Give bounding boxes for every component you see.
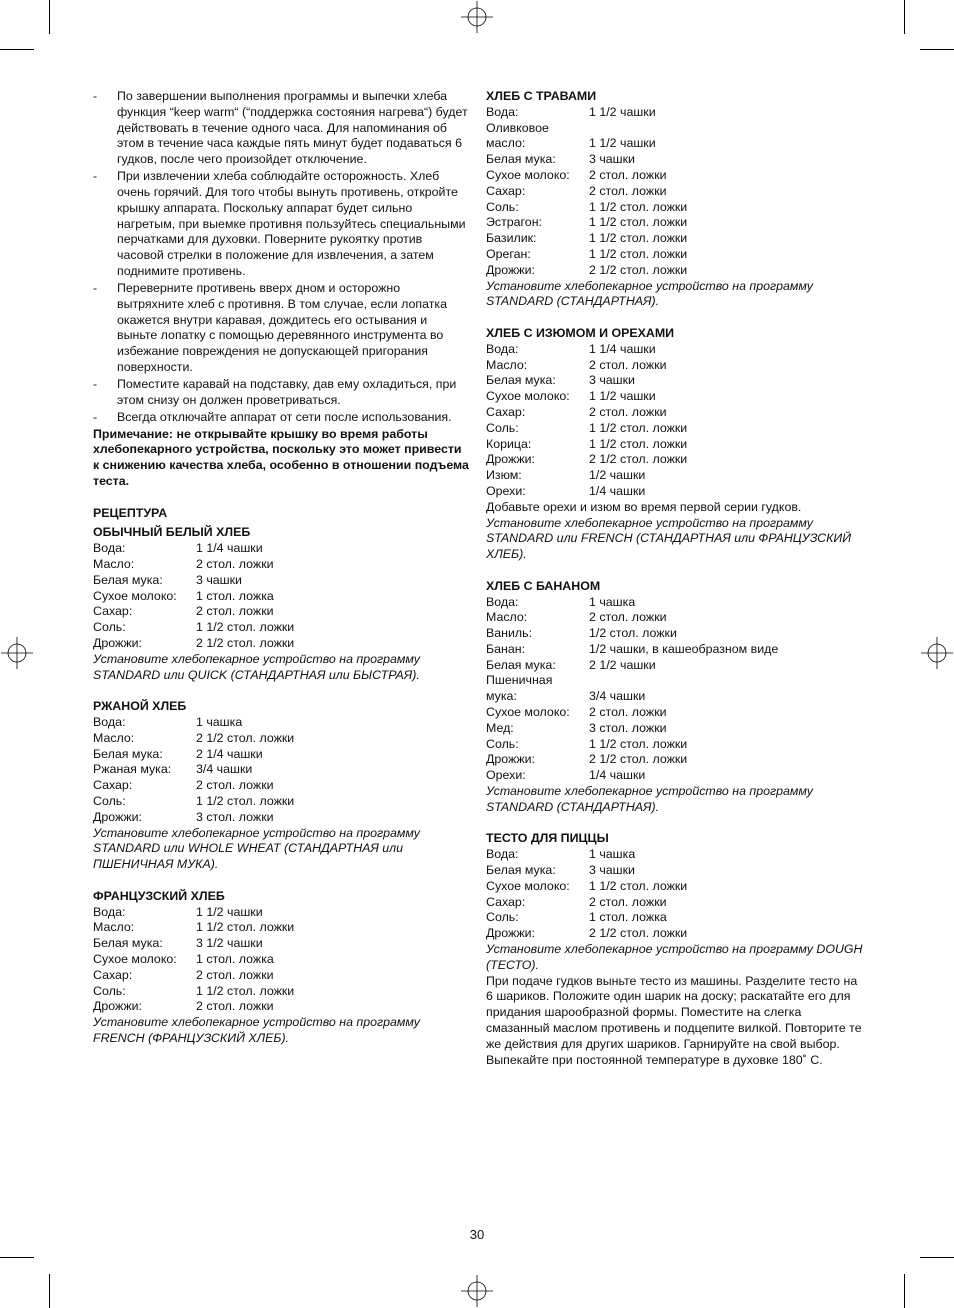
page-number: 30: [469, 1227, 485, 1242]
ingredient-row: [486, 200, 866, 216]
ingredient-amount: 2 1/2 стол. ложки: [589, 926, 688, 941]
ingredient-row: [93, 731, 469, 747]
ingredient-row: [93, 762, 469, 778]
list-item: - По завершении выполнения программы и выпечки хлеба функция “keep warm“ (“поддержка состояния нагрева“) будет действовать в течение одного часа. Для напоминания об этом в течение часа каждые пять минут будет подаваться 6 гудков, после чего произойдет отключение.: [93, 89, 469, 168]
ingredient-name: Сухое молоко:: [486, 705, 570, 720]
ingredient-amount: 2 стол. ложки: [589, 183, 667, 198]
ingredient-row: [93, 984, 469, 1000]
ingredient-row: [93, 573, 469, 589]
ingredient-row: [486, 626, 866, 642]
ingredient-row: [93, 794, 469, 810]
recipe-extra: Добавьте орехи и изюм во время первой серии гудков.: [486, 499, 802, 514]
ingredient-amount: 1 1/4 чашки: [589, 341, 656, 356]
ingredient-amount: 2 1/2 чашки: [589, 657, 656, 672]
left-column: [93, 89, 469, 1047]
ingredient-name: Сухое молоко:: [486, 389, 570, 404]
ingredient-name: Изюм:: [486, 468, 522, 483]
registration-mark-icon: [921, 637, 953, 669]
ingredient-amount: 1 чашка: [589, 594, 636, 609]
ingredient-name: Сахар:: [93, 604, 133, 619]
ingredient-row: [486, 358, 866, 374]
ingredient-name: Пшеничная: [486, 673, 553, 688]
ingredient-name: Дрожжи:: [486, 262, 535, 277]
crop-mark: [904, 1274, 905, 1308]
ingredient-row: [486, 136, 866, 152]
ingredient-row: [486, 405, 866, 421]
ingredient-name: Дрожжи:: [93, 636, 142, 651]
crop-mark: [49, 1274, 50, 1308]
ingredient-name: Орехи:: [486, 483, 526, 498]
recipe-title: ОБЫЧНЫЙ БЕЛЫЙ ХЛЕБ: [93, 525, 251, 540]
list-item: - Переверните противень вверх дном и осторожно вытряхните хлеб с противня. В том случае, если лопатка окажется внутри каравая, дождитесь его остывания и выньте лопатку с помощью деревянного инструмента во избежание повреждения не допускающей пригорания поверхности.: [93, 281, 469, 376]
ingredient-name: Соль:: [93, 620, 126, 635]
ingredient-amount: 2 1/4 чашки: [196, 746, 263, 761]
ingredient-name: Дрожжи:: [93, 999, 142, 1014]
ingredient-row: [486, 215, 866, 231]
ingredient-row: [93, 810, 469, 826]
ingredient-row: [93, 905, 469, 921]
ingredient-name: Масло:: [486, 610, 528, 625]
ingredient-amount: 2 стол. ложки: [196, 604, 274, 619]
ingredient-name: Масло:: [93, 920, 135, 935]
ingredient-amount: [589, 121, 866, 137]
crop-mark: [920, 1257, 954, 1258]
ingredient-amount: 1 1/2 стол. ложки: [589, 246, 688, 261]
instructions-list: [93, 89, 469, 425]
ingredient-name: Дрожжи:: [486, 452, 535, 467]
ingredient-amount: 1 1/2 стол. ложки: [589, 231, 688, 246]
ingredient-name: Соль:: [486, 736, 519, 751]
ingredient-name: Соль:: [486, 420, 519, 435]
ingredient-amount: 1/2 стол. ложки: [589, 626, 677, 641]
recipe-title: ХЛЕБ С ИЗЮМОМ И ОРЕХАМИ: [486, 325, 675, 340]
ingredient-row: [486, 737, 866, 753]
ingredient-row: [93, 604, 469, 620]
recipe-title: ХЛЕБ С БАНАНОМ: [486, 578, 601, 593]
ingredient-amount: 1 1/2 стол. ложки: [196, 620, 295, 635]
recipe: [486, 579, 866, 816]
ingredient-row: [486, 610, 866, 626]
ingredient-row: [486, 389, 866, 405]
ingredient-row: [93, 541, 469, 557]
right-column: [486, 89, 866, 1068]
ingredient-row: [486, 689, 866, 705]
recipe-instruction: Установите хлебопекарное устройство на программу FRENCH (ФРАНЦУЗСКИЙ ХЛЕБ).: [93, 1015, 420, 1045]
ingredient-row: [486, 658, 866, 674]
ingredient-row: [93, 715, 469, 731]
ingredient-amount: 2 1/2 стол. ложки: [589, 752, 688, 767]
ingredient-name: Оливковое: [486, 120, 549, 135]
ingredient-row: [486, 342, 866, 358]
ingredient-name: Белая мука:: [93, 746, 163, 761]
ingredient-row: [93, 999, 469, 1015]
ingredient-amount: 2 стол. ложки: [196, 967, 274, 982]
ingredient-amount: 3/4 чашки: [196, 762, 253, 777]
ingredient-name: Белая мука:: [93, 936, 163, 951]
ingredient-row: [486, 484, 866, 500]
ingredient-amount: 2 стол. ложки: [589, 167, 667, 182]
recipe-instruction: Установите хлебопекарное устройство на программу STANDARD или QUICK (СТАНДАРТНАЯ или БЫСТРАЯ).: [93, 651, 420, 682]
ingredient-name: Ржаная мука:: [93, 762, 172, 777]
ingredient-name: Белая мука:: [486, 863, 556, 878]
ingredient-row: [486, 468, 866, 484]
ingredient-amount: 1 1/4 чашки: [196, 541, 263, 556]
list-item: - Поместите каравай на подставку, дав ему охладиться, при этом снизу он должен проветриваться.: [93, 377, 469, 409]
ingredient-amount: [589, 673, 866, 689]
ingredient-row: [93, 952, 469, 968]
ingredient-row: [486, 437, 866, 453]
ingredient-amount: 3 чашки: [589, 373, 635, 388]
recipe-title: ТЕСТО ДЛЯ ПИЦЦЫ: [486, 831, 609, 846]
ingredient-row: [486, 926, 866, 942]
registration-mark-icon: [1, 637, 33, 669]
recipe-list: [93, 525, 469, 1046]
ingredient-amount: 2 стол. ложки: [196, 778, 274, 793]
ingredient-name: Масло:: [93, 730, 135, 745]
ingredient-amount: 1 1/2 стол. ложки: [589, 736, 688, 751]
ingredient-row: [486, 847, 866, 863]
ingredient-row: [486, 247, 866, 263]
ingredient-amount: 1 чашка: [196, 715, 243, 730]
ingredient-row: [486, 895, 866, 911]
ingredient-name: Соль:: [93, 983, 126, 998]
ingredient-row: [486, 184, 866, 200]
ingredient-name: Сахар:: [486, 183, 526, 198]
ingredient-name: Сухое молоко:: [486, 878, 570, 893]
ingredient-name: Сухое молоко:: [93, 588, 177, 603]
ingredient-amount: 1 стол. ложка: [589, 910, 667, 925]
section-title: РЕЦЕПТУРА: [93, 505, 168, 520]
ingredient-amount: 1 1/2 стол. ложки: [589, 199, 688, 214]
ingredient-amount: 1/2 чашки, в кашеобразном виде: [589, 641, 779, 656]
ingredient-name: Вода:: [93, 715, 126, 730]
ingredient-amount: 2 стол. ложки: [589, 610, 667, 625]
ingredient-amount: 1/2 чашки: [589, 468, 646, 483]
crop-mark: [904, 0, 905, 34]
recipe-title: ФРАНЦУЗСКИЙ ХЛЕБ: [93, 888, 225, 903]
ingredient-name: Вода:: [486, 341, 519, 356]
ingredient-amount: 1 стол. ложка: [196, 951, 274, 966]
ingredient-name: Банан:: [486, 641, 526, 656]
ingredient-amount: 2 1/2 стол. ложки: [589, 262, 688, 277]
ingredient-name: Орехи:: [486, 768, 526, 783]
ingredient-row: [486, 231, 866, 247]
ingredient-row: [486, 863, 866, 879]
ingredient-name: Белая мука:: [486, 152, 556, 167]
ingredient-row: [93, 936, 469, 952]
ingredient-name: Сухое молоко:: [93, 951, 177, 966]
ingredient-amount: 3 стол. ложки: [196, 809, 274, 824]
ingredient-name: Вода:: [93, 541, 126, 556]
recipe-instruction: Установите хлебопекарное устройство на программу STANDARD или FRENCH (СТАНДАРТНАЯ или ФРАНЦУЗСКИЙ ХЛЕБ).: [486, 515, 852, 562]
recipe: [93, 889, 469, 1047]
ingredient-row: [486, 121, 866, 137]
ingredient-amount: 1 1/2 стол. ложки: [589, 436, 688, 451]
registration-mark-icon: [461, 1275, 493, 1307]
recipe-instruction: Установите хлебопекарное устройство на программу STANDARD (СТАНДАРТНАЯ).: [486, 784, 813, 814]
ingredient-row: [486, 705, 866, 721]
list-item: - Всегда отключайте аппарат от сети после использования.: [93, 410, 469, 426]
ingredient-name: Сахар:: [486, 404, 526, 419]
ingredient-name: Дрожжи:: [486, 926, 535, 941]
ingredient-row: [486, 910, 866, 926]
ingredient-name: Эстрагон:: [486, 215, 542, 230]
crop-mark: [0, 1257, 34, 1258]
ingredient-name: Дрожжи:: [93, 809, 142, 824]
ingredient-row: [486, 452, 866, 468]
ingredient-amount: 1 1/2 чашки: [196, 904, 263, 919]
recipe: [486, 326, 866, 563]
ingredient-row: [93, 620, 469, 636]
ingredient-amount: 2 стол. ложки: [196, 999, 274, 1014]
ingredient-row: [93, 589, 469, 605]
recipe: [486, 89, 866, 310]
ingredient-name: Сухое молоко:: [486, 167, 570, 182]
ingredient-name: Соль:: [486, 910, 519, 925]
ingredient-row: [486, 721, 866, 737]
note: Примечание: не открывайте крышку во время работы хлебопекарного устройства, поскольку это может привести к снижению качества хлеба, особенно в отношении подъема теста.: [93, 426, 469, 489]
ingredient-row: [486, 642, 866, 658]
ingredient-amount: 2 стол. ложки: [196, 557, 274, 572]
ingredient-amount: 3 стол. ложки: [589, 720, 667, 735]
recipe-instruction: Установите хлебопекарное устройство на программу STANDARD или WHOLE WHEAT (СТАНДАРТНАЯ или ПШЕНИЧНАЯ МУКА).: [93, 825, 420, 872]
recipe-instruction: Установите хлебопекарное устройство на программу DOUGH (ТЕСТО).: [486, 942, 863, 972]
ingredient-name: Соль:: [93, 794, 126, 808]
list-item: - При извлечении хлеба соблюдайте осторожность. Хлеб очень горячий. Для того чтобы вынуть противень, откройте крышку аппарата. Поскольку аппарат будет сильно нагретым, при выемке противня пользуйтесь специальными перчатками для духовки. Поверните рукоятку против часовой стрелки в положение для извлечения, а затем поднимите противень.: [93, 169, 469, 280]
ingredient-name: Дрожжи:: [486, 752, 535, 767]
ingredient-amount: 3 чашки: [196, 572, 242, 587]
ingredient-amount: 1 1/2 стол. ложки: [589, 215, 688, 230]
ingredient-amount: 1 1/2 стол. ложки: [196, 920, 295, 935]
ingredient-row: [93, 968, 469, 984]
ingredient-name: Масло:: [486, 357, 528, 372]
ingredient-amount: 1 стол. ложка: [196, 588, 274, 603]
recipe-instruction: Установите хлебопекарное устройство на программу STANDARD (СТАНДАРТНАЯ).: [486, 278, 813, 309]
ingredient-amount: 2 стол. ложки: [589, 404, 667, 419]
ingredient-amount: 3/4 чашки: [589, 689, 646, 704]
ingredient-row: [93, 557, 469, 573]
ingredient-amount: 2 1/2 стол. ложки: [196, 730, 295, 745]
ingredient-amount: 1 1/2 стол. ложки: [196, 794, 295, 808]
ingredient-name: Ваниль:: [486, 626, 533, 641]
recipe-list: [486, 89, 866, 1068]
ingredient-name: Вода:: [93, 904, 126, 919]
ingredient-row: [486, 152, 866, 168]
ingredient-amount: 2 1/2 стол. ложки: [196, 636, 295, 651]
ingredient-row: [486, 168, 866, 184]
ingredient-row: [486, 768, 866, 784]
ingredient-row: [486, 263, 866, 279]
ingredient-name: Базилик:: [486, 231, 537, 246]
ingredient-name: Вода:: [486, 594, 519, 609]
ingredient-amount: 3 чашки: [589, 863, 635, 878]
recipe: [93, 525, 469, 683]
ingredient-name: Сахар:: [486, 894, 526, 909]
ingredient-name: Соль:: [486, 199, 519, 214]
ingredient-name: Белая мука:: [486, 657, 556, 672]
crop-mark: [0, 49, 34, 50]
ingredient-row: [486, 373, 866, 389]
ingredient-amount: 1 1/2 чашки: [589, 136, 656, 151]
ingredient-row: [486, 879, 866, 895]
ingredient-row: [93, 920, 469, 936]
ingredient-amount: 2 1/2 стол. ложки: [589, 452, 688, 467]
ingredient-amount: 1 1/2 стол. ложки: [589, 878, 688, 893]
ingredient-name: Сахар:: [93, 967, 133, 982]
ingredient-name: Ореган:: [486, 246, 531, 261]
ingredient-name: Корица:: [486, 436, 532, 451]
registration-mark-icon: [461, 1, 493, 33]
ingredient-name: Вода:: [486, 104, 519, 119]
ingredient-name: Белая мука:: [93, 572, 163, 587]
recipe: [486, 831, 866, 1068]
recipe-directions: При подаче гудков выньте тесто из машины. Разделите тесто на 6 шариков. Положите один шарик на доску; раскатайте его для придания шарообразной формы. Поместите на слегка смазанный маслом противень и подцепите вилкой. Повторите те же действия для других шариков. Гарнируйте на свой выбор. Выпекайте при постоянной температуре в духовке 180˚ С.: [486, 973, 862, 1067]
recipe: [93, 699, 469, 873]
ingredient-amount: 1 1/2 чашки: [589, 389, 656, 404]
ingredient-amount: 3 1/2 чашки: [196, 936, 263, 951]
ingredient-name: масло:: [486, 136, 526, 151]
ingredient-name: мука:: [486, 689, 517, 704]
ingredient-amount: 1 чашка: [589, 847, 636, 862]
ingredient-amount: 1/4 чашки: [589, 483, 646, 498]
crop-mark: [49, 0, 50, 34]
ingredient-name: Сахар:: [93, 778, 133, 793]
ingredient-row: [486, 752, 866, 768]
ingredient-row: [486, 673, 866, 689]
recipe-title: РЖАНОЙ ХЛЕБ: [93, 699, 187, 714]
ingredient-row: [486, 595, 866, 611]
ingredient-name: Вода:: [486, 847, 519, 862]
ingredient-name: Мед:: [486, 720, 514, 735]
crop-mark: [920, 49, 954, 50]
ingredient-amount: 1/4 чашки: [589, 768, 646, 783]
ingredient-amount: 2 стол. ложки: [589, 705, 667, 720]
ingredient-name: Масло:: [93, 557, 135, 572]
ingredient-row: [93, 636, 469, 652]
ingredient-amount: 3 чашки: [589, 152, 635, 167]
ingredient-row: [93, 747, 469, 763]
ingredient-amount: 1 1/2 стол. ложки: [589, 420, 688, 435]
ingredient-amount: 1 1/2 стол. ложки: [196, 983, 295, 998]
ingredient-row: [93, 778, 469, 794]
ingredient-name: Белая мука:: [486, 373, 556, 388]
ingredient-amount: 1 1/2 чашки: [589, 104, 656, 119]
ingredient-amount: 2 стол. ложки: [589, 357, 667, 372]
ingredient-row: [486, 105, 866, 121]
recipe-title: ХЛЕБ С ТРАВАМИ: [486, 89, 597, 103]
ingredient-row: [486, 421, 866, 437]
ingredient-amount: 2 стол. ложки: [589, 894, 667, 909]
